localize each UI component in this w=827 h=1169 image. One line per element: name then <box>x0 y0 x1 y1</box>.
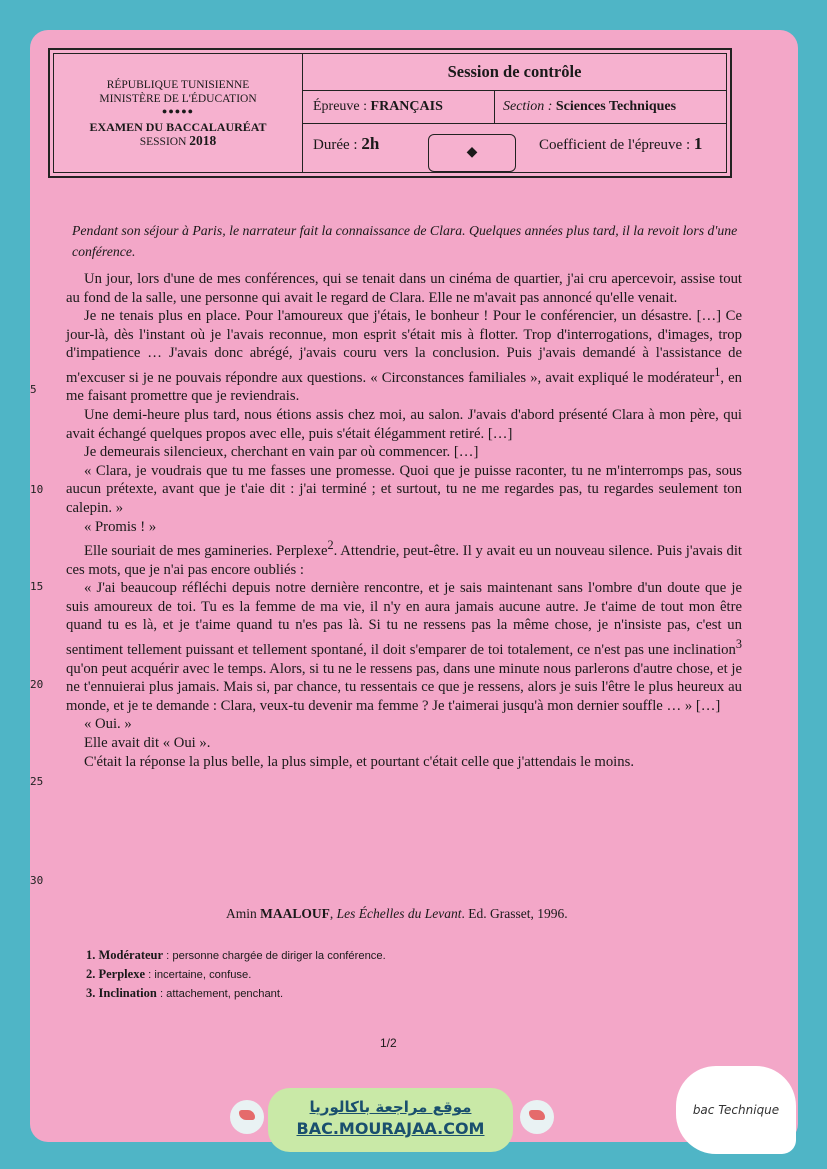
diamond-icon: ◆ <box>428 134 516 172</box>
section <box>503 91 676 123</box>
paragraph: Je demeurais silencieux, cherchant en vain par où commencer. […] <box>84 444 479 461</box>
paragraph: « Oui. » <box>84 716 132 733</box>
passage <box>66 270 742 771</box>
footnotes <box>86 946 386 1003</box>
footnote: 3. Inclination : attachement, penchant. <box>86 986 284 1000</box>
duree-label: Durée : <box>313 137 358 153</box>
paragraph: « J'ai beaucoup réfléchi depuis notre dernière rencontre, et je sais maintenant sans l'ombre d'un doute que je suis amoureux de toi. Tu es la femme de ma vie, il n'y en aura jamais aucune autre. Je t'aime de tout mon être quand tu es là, et je t'aime quand tu n'es pas là. Si tu ne ressens pas la même chose, je n'insiste pas, c'est un sentiment tellement puissant et tellement spontané, il doit s'emparer de toi totalement, ce n'est pas une inclination$^3$ qu'on peut acquérir avec le temps. Alors, si tu ne le ressens pas, dans une minute nous parlerons d'autre chose, et je ne t'ennuierai plus jamais. Mais si, par chance, tu ressentais ce que je ressens, alors je suis l'être le plus heureux au monde, et je te demande : Clara, veux-tu devenir ma femme ? Je t'aimerai jusqu'à mon dernier souffle … » […] <box>66 580 742 714</box>
footnote: 2. Perplexe : incertaine, confuse. <box>86 967 252 981</box>
footnote-ref: 3 <box>735 637 742 652</box>
session-type: Session de contrôle <box>303 54 726 91</box>
coef-label: Coefficient de l'épreuve : <box>539 137 691 153</box>
line-number: 30 <box>30 874 44 887</box>
site-logo-icon <box>520 1100 554 1134</box>
duree-value: 2h <box>361 134 380 153</box>
page-number: 1/2 <box>380 1036 397 1050</box>
site-logo-icon <box>230 1100 264 1134</box>
paragraph: Elle souriait de mes gamineries. Perplexe$^2$. Attendrie, peut-être. Il y avait eu un nouveau silence. Puis j'avais dit ces mots, que je n'ai pas encore oubliés : <box>66 538 742 578</box>
section-label: Section : <box>503 99 553 114</box>
exam-header <box>48 48 732 178</box>
site-url[interactable]: BAC.MOURAJAA.COM <box>296 1119 485 1138</box>
line-number: 5 <box>30 383 37 396</box>
paragraph: Une demi-heure plus tard, nous étions assis chez moi, au salon. J'avais d'abord présenté Clara à mon père, qui avait échangé quelques propos avec elle, puis s'était élégamment retiré. […] <box>66 407 742 442</box>
footnote-ref: 2 <box>327 538 334 553</box>
paragraph: Elle avait dit « Oui ». <box>84 734 211 751</box>
epreuve-label: Épreuve : <box>313 99 368 114</box>
line-number: 20 <box>30 678 44 691</box>
session-label: SESSION <box>139 136 187 148</box>
ministry-label: MINISTÈRE DE L'ÉDUCATION <box>99 93 257 105</box>
epreuve <box>313 91 443 123</box>
line-number: 15 <box>30 580 44 593</box>
header-institution <box>54 54 303 172</box>
dots-separator: ●●●●● <box>161 106 195 116</box>
coef-value: 1 <box>693 134 703 153</box>
paragraph: Je ne tenais plus en place. Pour l'amoureux que j'étais, le bonheur ! Pour le conférencier, un désastre. […] Ce jour-là, dès l'instant où je l'avais reconnue, mon esprit s'était mis à flotter. Trop d'interrogations, d'images, trop d'impatience … J'avais donc abrégé, j'avais couru vers la conclusion. Puis j'avais demandé à l'assistance de m'excuser si je ne pouvais répondre aux questions. « Circonstances familiales », avait expliqué le modérateur$^1$, en me faisant promettre que je reviendrais. <box>66 308 742 405</box>
paragraph: « Promis ! » <box>84 518 157 535</box>
site-name-arabic[interactable]: موقع مراجعة باكالوريا <box>309 1098 472 1116</box>
paragraph: C'était la réponse la plus belle, la plus simple, et pourtant c'était celle que j'attendais le moins. <box>84 753 634 770</box>
paragraph: « Clara, je voudrais que tu me fasses une promesse. Quoi que je puisse raconter, tu ne m'interromps pas, sous aucun prétexte, avant que je t'aie dit : j'ai terminé ; et surtout, tu ne me regardes pas, tu regardes seulement ton calepin. » <box>66 462 742 517</box>
intro-text: Pendant son séjour à Paris, le narrateur fait la connaissance de Clara. Quelques années plus tard, il la revoit lors d'une conférence. <box>72 223 738 259</box>
line-number: 25 <box>30 775 44 788</box>
session-year: 2018 <box>189 133 217 148</box>
paragraph: Un jour, lors d'une de mes conférences, qui se tenait dans un cinéma de quartier, j'ai cru apercevoir, assise tout au fond de la salle, une personne qui avait le regard de Clara. Elle ne m'avait pas annoncé qu'elle venait. <box>66 271 742 306</box>
line-number: 10 <box>30 483 44 496</box>
section-value: Sciences Techniques <box>555 99 677 114</box>
footnote-ref: 1 <box>714 364 721 379</box>
exam-title: EXAMEN DU BACCALAURÉAT <box>89 120 267 134</box>
republic-label: RÉPUBLIQUE TUNISIENNE <box>106 79 250 91</box>
bac-technique-badge: bac Technique <box>676 1066 796 1154</box>
source-citation: Amin MAALOUF, Les Échelles du Levant. Ed. Grasset, 1996. <box>226 906 568 921</box>
footnote: 1. Modérateur : personne chargée de diriger la conférence. <box>86 948 386 962</box>
site-banner-link[interactable] <box>268 1088 513 1152</box>
epreuve-value: FRANÇAIS <box>370 99 443 114</box>
